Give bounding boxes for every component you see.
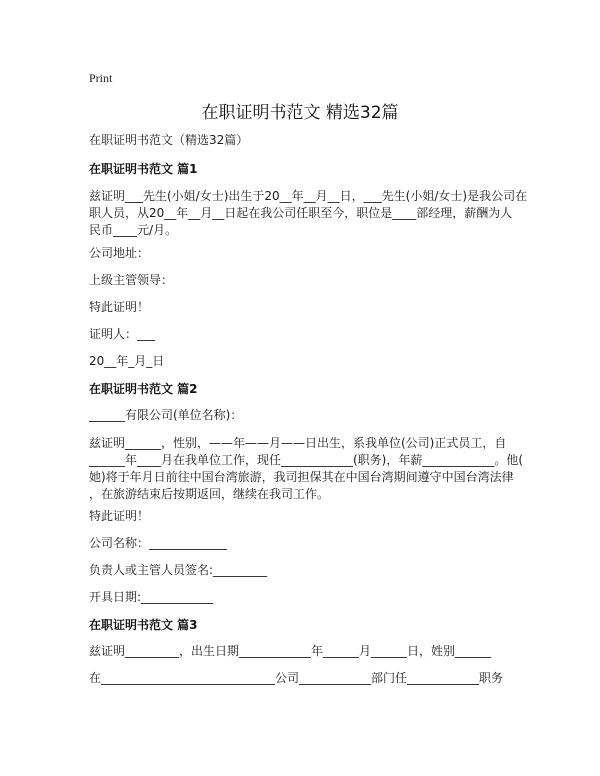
section-2-paragraph-line: ，在旅游结束后按期返回，继续在我司工作。 (89, 487, 330, 501)
section-2-certify: 特此证明！ (89, 509, 150, 523)
print-label[interactable]: Print (89, 71, 113, 85)
section-1-certify: 特此证明！ (89, 300, 150, 314)
section-2-signer: 负责人或主管人员签名:_________ (89, 563, 268, 577)
document-subtitle: 在职证明书范文（精选32篇） (89, 133, 249, 147)
section-2-paragraph (89, 435, 524, 503)
section-1-paragraph-line: 职人员，从20__年__月__日起在我公司任职至今，职位是____部经理，薪酬为人 (89, 206, 513, 220)
section-3-heading: 在职证明书范文 篇3 (89, 618, 198, 632)
section-1-paragraph (89, 188, 528, 239)
section-1-heading: 在职证明书范文 篇1 (89, 162, 198, 176)
section-2-issue-date: 开具日期:____________ (89, 590, 214, 604)
section-2-company-line: ______有限公司(单位名称)： (89, 408, 243, 422)
section-3-line-2: 在_____________________________公司____________部门任____________职务 (89, 671, 504, 685)
section-3-line-1: 兹证明_________，出生日期____________年______月______日，姓别______ (89, 644, 492, 658)
page-title: 在职证明书范文 精选32篇 (201, 103, 399, 123)
section-2-heading: 在职证明书范文 篇2 (89, 382, 198, 396)
section-1-paragraph-line: 民币____元/月。 (89, 223, 178, 237)
section-1-address: 公司地址： (89, 246, 150, 260)
section-1-supervisor: 上级主管领导： (89, 273, 174, 287)
section-2-paragraph-line: ______年____月在我单位工作，现任____________(职务)，年薪____________。他( (89, 453, 524, 467)
section-1-paragraph-line: 兹证明___先生(小姐/女士)出生于20__年__月__日，___先生(小姐/女士)是我公司在 (89, 189, 528, 203)
section-2-company-name: 公司名称：_____________ (89, 536, 228, 550)
section-1-witness: 证明人：___ (89, 327, 156, 341)
section-2-paragraph-line: 兹证明______，性别，——年——月——日出生，系我单位(公司)正式员工，自 (89, 436, 507, 450)
section-1-date: 20__年_月_日 (89, 354, 165, 368)
section-2-paragraph-line: 她)将于年月日前往中国台湾旅游，我司担保其在中国台湾期间遵守中国台湾法律 (89, 470, 514, 484)
